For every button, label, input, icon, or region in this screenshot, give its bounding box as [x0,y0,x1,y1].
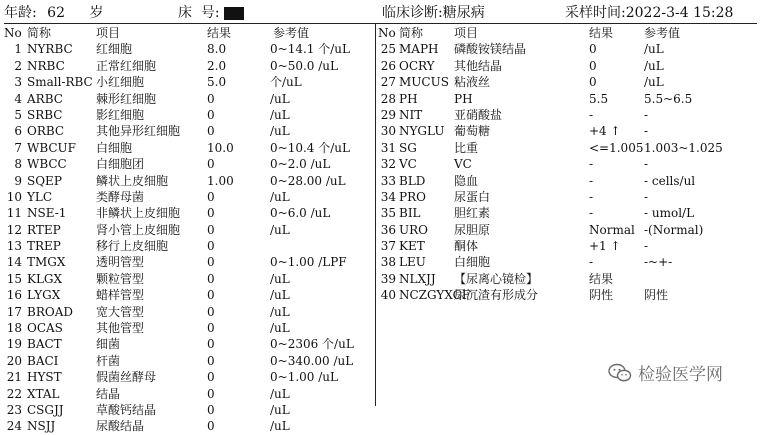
row-number: 24 [6,419,22,434]
row-number: 27 [380,75,396,90]
result-value: 0 [207,288,215,303]
item-name: 其他管型 [96,321,145,336]
item-name: 胆红素 [454,206,491,221]
result-value: - [589,157,594,172]
item-code: NYGLU [399,124,445,139]
result-value: 0 [207,107,215,122]
row-number: 26 [380,58,396,73]
reference-value: /uL [644,58,664,73]
row-number: 22 [6,386,22,401]
item-code: BLD [399,173,426,188]
item-name: 肾小管上皮细胞 [96,222,181,237]
wechat-logo-icon [608,363,632,388]
result-value: 0 [589,58,597,73]
reference-value: -(Normal) [644,222,704,237]
table-row [4,74,374,90]
item-code: CSGJJ [27,402,64,417]
row-number: 9 [14,173,22,188]
result-value: 2.0 [207,58,227,73]
reference-value: /uL [270,271,290,286]
reference-value: /uL [270,386,290,401]
item-code: MUCUS [399,75,449,90]
result-value: 0 [207,124,215,139]
table-row [378,287,758,303]
item-code: LYGX [27,288,61,303]
reference-value: 0~28.00 /uL [270,173,346,188]
row-number: 14 [6,255,22,270]
table-row [378,205,758,221]
item-name: 鳞状上皮细胞 [96,173,169,188]
age-unit: 岁 [89,5,104,21]
item-name: 【尿离心镜检】 [454,271,539,286]
bed-label: 床 号: [178,5,220,21]
row-number: 39 [380,271,396,286]
reference-value: 1.003~1.025 [644,140,723,155]
row-number: 20 [6,353,22,368]
item-code: BACI [27,353,59,368]
item-name: 移行上皮细胞 [96,239,169,254]
row-number: 4 [14,91,22,106]
item-name: VC [454,157,472,172]
item-code: MAPH [399,42,439,57]
item-code: KET [399,239,425,254]
row-number: 18 [6,321,22,336]
row-number: 21 [6,370,22,385]
item-name: 结晶 [96,386,121,401]
header-rule [4,23,757,24]
item-name: 颗粒管型 [96,271,145,286]
result-value: 0 [207,222,215,237]
item-code: PH [399,91,418,106]
reference-value: 0~340.00 /uL [270,353,354,368]
row-number: 31 [380,140,396,155]
table-row [4,140,374,156]
item-code: BROAD [27,304,73,319]
reference-value: 0~50.0 /uL [270,58,338,73]
reference-value: - [644,157,649,172]
result-value: 1.00 [207,173,234,188]
item-code: NRBC [27,58,65,73]
col-code-header: 简称 [27,26,52,40]
row-number: 34 [380,189,396,204]
item-code: WBCUF [27,140,76,155]
item-name: 隐血 [454,173,479,188]
item-name: PH [454,91,473,106]
table-row [378,271,758,287]
table-row [4,238,374,254]
result-value: 0 [207,321,215,336]
item-name: 粘液丝 [454,75,491,90]
item-code: ARBC [27,91,63,106]
row-number: 36 [380,222,396,237]
reference-value: 0~1.00 /LPF [270,255,347,270]
item-name: 其他结晶 [454,58,503,73]
result-value: 0 [207,419,215,434]
redacted-block [224,7,244,20]
row-number: 10 [6,189,22,204]
left-result-table [4,25,374,435]
table-row [4,156,374,172]
item-name: 磷酸铵镁结晶 [454,42,527,57]
right-table-header [378,25,758,41]
reference-value: - [644,107,649,122]
item-code: NCZGYXCF [399,288,471,303]
item-name: 蜡样管型 [96,288,145,303]
reference-value: /uL [270,107,290,122]
row-number: 25 [380,42,396,57]
result-value: 0 [207,206,215,221]
row-number: 28 [380,91,396,106]
watermark [608,360,723,388]
table-row [4,386,374,402]
item-name: 白细胞 [96,140,133,155]
item-code: BIL [399,206,421,221]
item-code: ORBC [27,124,65,139]
row-number: 2 [14,58,22,73]
table-row [4,58,374,74]
table-row [378,238,758,254]
result-value: 0 [207,353,215,368]
row-number: 38 [380,255,396,270]
age-value: 62 [47,5,65,21]
result-value: - [589,107,594,122]
item-code: SRBC [27,107,63,122]
reference-value: /uL [270,304,290,319]
reference-value: -~+- [644,255,673,270]
row-number: 30 [380,124,396,139]
item-name: 白细胞 [454,255,491,270]
left-table-body [4,41,374,434]
table-row [4,107,374,123]
row-number: 40 [380,288,396,303]
item-name: 类酵母菌 [96,189,145,204]
reference-value: /uL [270,222,290,237]
table-row [378,189,758,205]
row-number: 7 [14,140,22,155]
result-value: 0 [207,271,215,286]
reference-value: 0~2.0 /uL [270,157,331,172]
item-name: 正常红细胞 [96,58,157,73]
item-name: 尿沉渣有形成分 [454,288,539,303]
item-name: 其他异形红细胞 [96,124,181,139]
row-number: 16 [6,288,22,303]
result-value: - [589,206,594,221]
table-row [4,271,374,287]
row-number: 5 [14,107,22,122]
result-value: - [589,189,594,204]
result-value: 结果 [589,271,614,286]
reference-value: /uL [270,288,290,303]
reference-value: /uL [270,91,290,106]
table-row [4,222,374,238]
reference-value: /uL [644,75,664,90]
item-code: NLXJJ [399,271,436,286]
table-row [378,123,758,139]
row-number: 23 [6,402,22,417]
table-row [378,74,758,90]
table-row [4,123,374,139]
result-value: 5.5 [589,91,609,106]
table-row [4,254,374,270]
item-code: SQEP [27,173,62,188]
item-code: PRO [399,189,426,204]
table-row [378,91,758,107]
table-row [4,353,374,369]
item-code: NIT [399,107,423,122]
item-name: 细菌 [96,337,121,352]
table-row [378,173,758,189]
row-number: 37 [380,239,396,254]
item-name: 杆菌 [96,353,121,368]
row-number: 8 [14,157,22,172]
item-name: 假菌丝酵母 [96,370,157,385]
result-value: - [589,173,594,188]
result-value: 0 [207,91,215,106]
table-row [4,189,374,205]
right-table-body [378,41,758,303]
item-name: 葡萄糖 [454,124,491,139]
table-row [378,107,758,123]
item-name: 宽大管型 [96,304,145,319]
item-code: WBCC [27,157,67,172]
item-code: LEU [399,255,426,270]
watermark-text: 检验医学网 [638,365,723,385]
result-value: 0 [207,189,215,204]
reference-value: /uL [270,321,290,336]
item-code: HYST [27,370,62,385]
table-row [378,41,758,57]
item-code: NYRBC [27,42,73,57]
table-row [378,156,758,172]
table-row [4,402,374,418]
age-label: 年龄: [4,5,37,21]
row-number: 3 [14,75,22,90]
bed-field [178,2,244,22]
table-row [4,287,374,303]
item-code: URO [399,222,428,237]
item-name: 比重 [454,140,479,155]
sample-time-label: 采样时间: [565,5,626,21]
reference-value: - cells/ul [644,173,696,188]
item-code: YLC [27,189,53,204]
col-code-header: 简称 [399,26,424,40]
result-value: <=1.005 [589,140,644,155]
item-name: 非鳞状上皮细胞 [96,206,181,221]
right-result-table [378,25,758,304]
result-value: 0 [207,402,215,417]
result-value: Normal [589,222,635,237]
item-name: 影红细胞 [96,107,145,122]
result-value: 10.0 [207,140,234,155]
item-name: 棘形红细胞 [96,91,157,106]
result-value: - [589,255,594,270]
item-name: 草酸钙结晶 [96,402,157,417]
result-value: 8.0 [207,42,227,57]
item-name: 红细胞 [96,42,133,57]
result-value: +1 ↑ [589,239,621,254]
col-name-header: 项目 [96,26,121,40]
col-no-header: No [4,26,22,40]
table-row [4,173,374,189]
reference-value: 0~14.1 个/uL [270,42,350,57]
col-no-header: No [378,26,396,40]
result-value: 5.0 [207,75,227,90]
item-code: NSJJ [27,419,56,434]
row-number: 32 [380,157,396,172]
col-name-header: 项目 [454,26,479,40]
reference-value: 阴性 [644,288,669,303]
item-name: 白细胞团 [96,157,145,172]
table-row [4,205,374,221]
col-result-header: 结果 [207,26,232,40]
item-code: KLGX [27,271,63,286]
diagnosis-field [382,2,485,22]
table-row [378,222,758,238]
table-row [378,254,758,270]
reference-value: 5.5~6.5 [644,91,693,106]
table-row [378,140,758,156]
row-number: 29 [380,107,396,122]
item-code: BACT [27,337,62,352]
item-code: OCAS [27,321,63,336]
item-code: XTAL [27,386,60,401]
item-code: TREP [27,239,61,254]
left-table-header [4,25,374,41]
row-number: 15 [6,271,22,286]
table-row [4,320,374,336]
sample-time-field [565,2,733,22]
item-name: 酮体 [454,239,479,254]
reference-value: - umol/L [644,206,695,221]
item-name: 尿蛋白 [454,189,491,204]
item-code: TMGX [27,255,66,270]
result-value: 0 [207,255,215,270]
col-reference-header: 参考值 [644,26,681,40]
result-value: 0 [589,75,597,90]
col-result-header: 结果 [589,26,614,40]
reference-value: - [644,189,649,204]
table-row [4,369,374,385]
table-row [4,91,374,107]
reference-value: 0~1.00 /uL [270,370,338,385]
item-code: OCRY [399,58,435,73]
result-value: 阴性 [589,288,614,303]
reference-value: /uL [270,402,290,417]
reference-value: - [644,124,649,139]
item-name: 尿胆原 [454,222,491,237]
reference-value: 个/uL [270,75,302,90]
reference-value: /uL [644,42,664,57]
reference-value: 0~2306 个/uL [270,337,354,352]
age-field [4,2,103,22]
table-row [4,418,374,434]
result-value: +4 ↑ [589,124,621,139]
item-name: 尿酸结晶 [96,419,145,434]
item-name: 小红细胞 [96,75,145,90]
item-code: Small-RBC [27,75,93,90]
row-number: 35 [380,206,396,221]
reference-value: 0~6.0 /uL [270,206,331,221]
sample-time-value: 2022-3-4 15:28 [625,5,734,21]
item-name: 亚硝酸盐 [454,107,503,122]
item-name: 透明管型 [96,255,145,270]
result-value: 0 [207,239,215,254]
item-code: SG [399,140,417,155]
row-number: 11 [6,206,22,221]
row-number: 33 [380,173,396,188]
item-code: VC [399,157,417,172]
result-value: 0 [589,42,597,57]
column-divider [375,24,376,406]
table-row [4,304,374,320]
diagnosis-label: 临床诊断: [382,5,443,21]
reference-value: /uL [270,124,290,139]
reference-value: /uL [270,419,290,434]
row-number: 1 [14,42,22,57]
table-row [4,41,374,57]
row-number: 6 [14,124,22,139]
result-value: 0 [207,370,215,385]
reference-value: 0~10.4 个/uL [270,140,350,155]
table-row [4,336,374,352]
diagnosis-value: 糖尿病 [442,5,485,21]
result-value: 0 [207,386,215,401]
item-code: RTEP [27,222,61,237]
reference-value: - [644,239,649,254]
reference-value: /uL [270,189,290,204]
result-value: 0 [207,337,215,352]
col-reference-header: 参考值 [273,26,310,40]
item-code: NSE-1 [27,206,67,221]
result-value: 0 [207,157,215,172]
row-number: 13 [6,239,22,254]
row-number: 17 [6,304,22,319]
result-value: 0 [207,304,215,319]
table-row [378,58,758,74]
row-number: 19 [6,337,22,352]
row-number: 12 [6,222,22,237]
